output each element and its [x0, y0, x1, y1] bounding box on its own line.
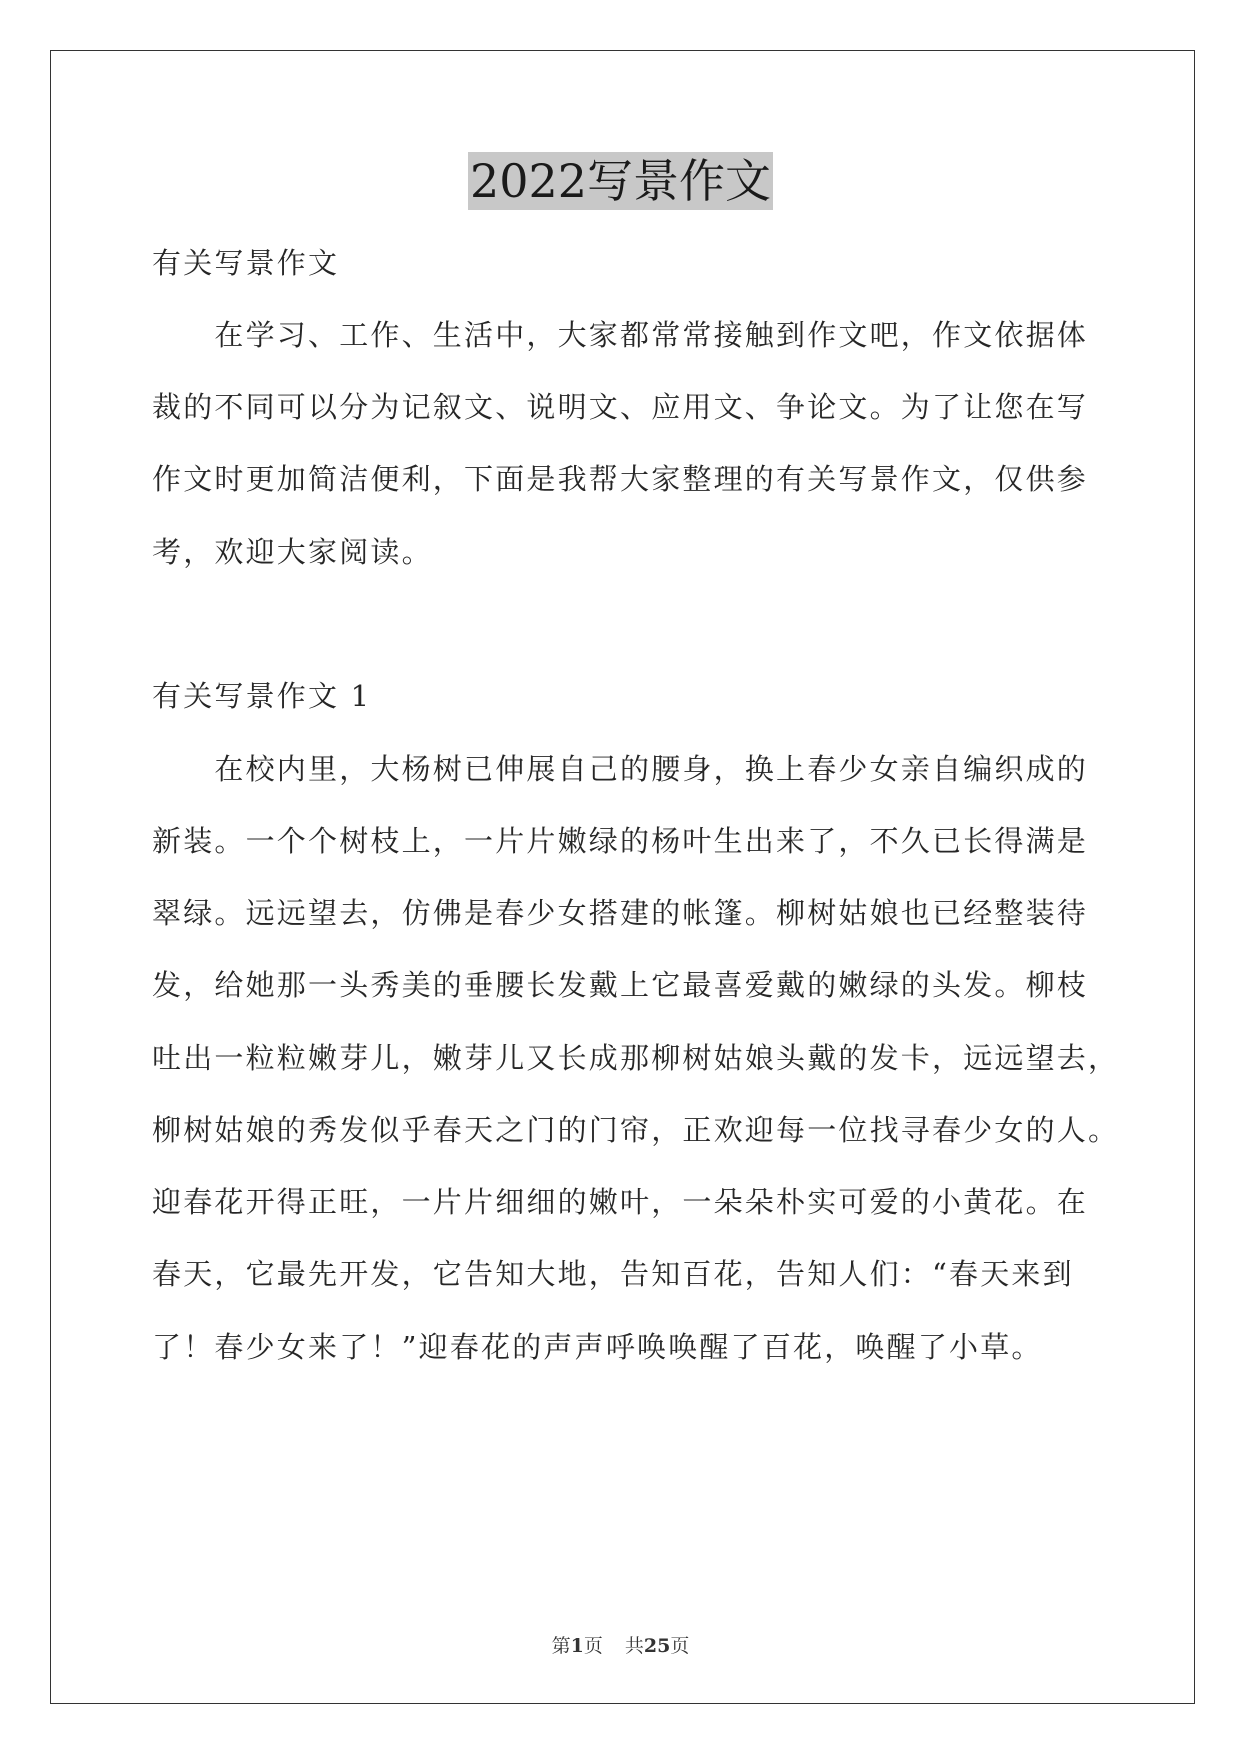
title-container [0, 152, 1241, 210]
section-line-8: 春天，它最先开发，它告知大地，告知百花，告知人们：“春天来到 [152, 1257, 1074, 1291]
page-footer [0, 1634, 1241, 1658]
intro-line-1: 在学习、工作、生活中，大家都常常接触到作文吧，作文依据体 [152, 318, 1089, 352]
section-line-3: 翠绿。远远望去，仿佛是春少女搭建的帐篷。柳树姑娘也已经整装待 [152, 896, 1089, 930]
section-line-7: 迎春花开得正旺，一片片细细的嫩叶，一朵朵朴实可爱的小黄花。在 [152, 1185, 1089, 1219]
section-line-2: 新装。一个个树枝上，一片片嫩绿的杨叶生出来了，不久已长得满是 [152, 824, 1089, 858]
page-number: 1 [570, 1635, 584, 1657]
section-line-4: 发，给她那一头秀美的垂腰长发戴上它最喜爱戴的嫩绿的头发。柳枝 [152, 968, 1089, 1002]
section-heading: 有关写景作文 1 [152, 679, 372, 713]
section-line-6: 柳树姑娘的秀发似乎春天之门的门帘，正欢迎每一位找寻春少女的人。 [152, 1113, 1120, 1147]
document-subtitle: 有关写景作文 [152, 246, 340, 280]
section-line-9: 了！春少女来了！”迎春花的声声呼唤唤醒了百花，唤醒了小草。 [152, 1330, 1043, 1364]
section-line-1: 在校内里，大杨树已伸展自己的腰身，换上春少女亲自编织成的 [152, 752, 1089, 786]
total-pages: 25 [643, 1635, 671, 1657]
total-prefix: 共 [624, 1635, 644, 1657]
page-prefix: 第 [551, 1635, 571, 1657]
page-suffix: 页 [583, 1635, 603, 1657]
section-line-5: 吐出一粒粒嫩芽儿，嫩芽儿又长成那柳树姑娘头戴的发卡，远远望去， [152, 1041, 1120, 1075]
total-suffix: 页 [670, 1635, 690, 1657]
page-border [50, 50, 1195, 1704]
intro-line-3: 作文时更加简洁便利，下面是我帮大家整理的有关写景作文，仅供参 [152, 462, 1089, 496]
intro-line-2: 裁的不同可以分为记叙文、说明文、应用文、争论文。为了让您在写 [152, 390, 1089, 424]
intro-line-4: 考，欢迎大家阅读。 [152, 535, 433, 569]
document-title: 2022写景作文 [469, 154, 772, 208]
